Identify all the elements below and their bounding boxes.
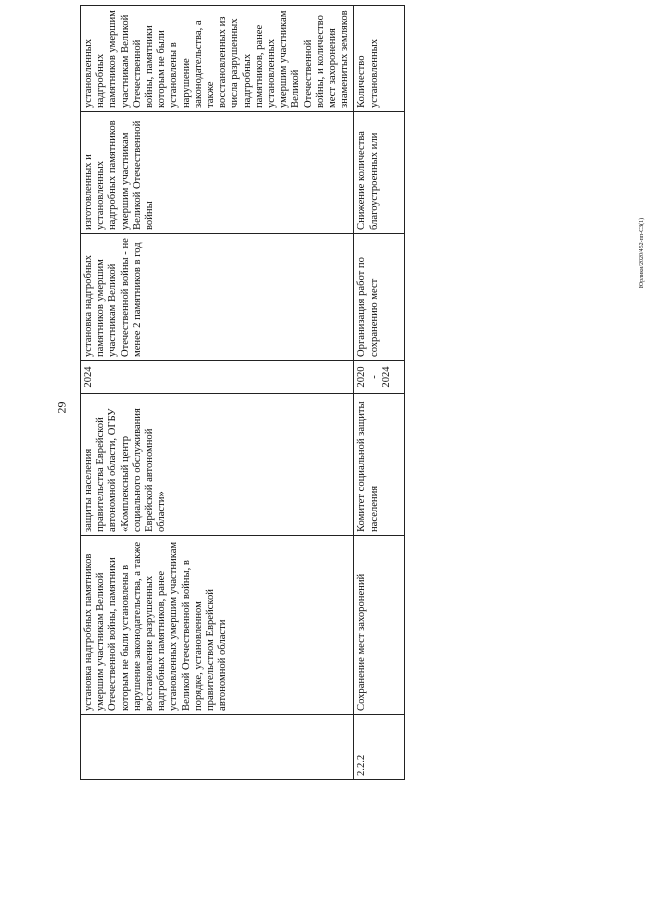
cell-task: установка надгробных памятников умершим участникам Великой Отечественной войны - не менее 2 памятников в год <box>81 234 354 361</box>
cell-task: Организация работ по сохранению мест <box>354 234 405 361</box>
cell-responsible: защиты населения правительства Еврейской автономной области, ОГБУ «Комплексный центр социального обслуживания Еврейской автономной области» <box>81 394 354 536</box>
cell-measure-name: Сохранение мест захоронений <box>354 536 405 715</box>
cell-measure-name: установка надгробных памятников умершим участникам Великой Отечественной войны, памятники которым не были установлены в нарушение законодательства, а также восстановление разрушенных надгробных памятников, ранее установленных умершим участникам Великой Отечественной войны, в порядке, установленном правительством Еврейской автономной области <box>81 536 354 715</box>
cell-indicator: установленных надгробных памятников умершим участникам Великой Отечественной войны, памятники которым не были установлены в нарушение законодательства, а также восстановленных из числа разрушенных надгробных памятников, ранее установленных умершим участникам Великой Отечественной войны, и количество мест захоронения знаменитых земляков <box>81 6 354 112</box>
cell-indicator: Количество установленных <box>354 6 405 112</box>
program-measures-table <box>80 5 405 780</box>
cell-result: Снижение количества благоустроенных или <box>354 112 405 234</box>
cell-year: 2024 <box>81 361 354 394</box>
cell-number <box>81 715 354 780</box>
cell-result: изготовленных и установленных надгробных памятников умершим участникам Великой Отечественной войны <box>81 112 354 234</box>
cell-number: 2.2.2 <box>354 715 405 780</box>
table-row <box>354 6 405 780</box>
cell-year: 2020 - 2024 <box>354 361 405 394</box>
table-row <box>81 6 354 780</box>
document-code: Юрлики/2020/452-пп-СЗ(1) <box>639 217 645 289</box>
rotated-table-wrapper <box>80 10 530 780</box>
cell-responsible: Комитет социальной защиты населения <box>354 394 405 536</box>
page-number: 29 <box>54 401 69 414</box>
